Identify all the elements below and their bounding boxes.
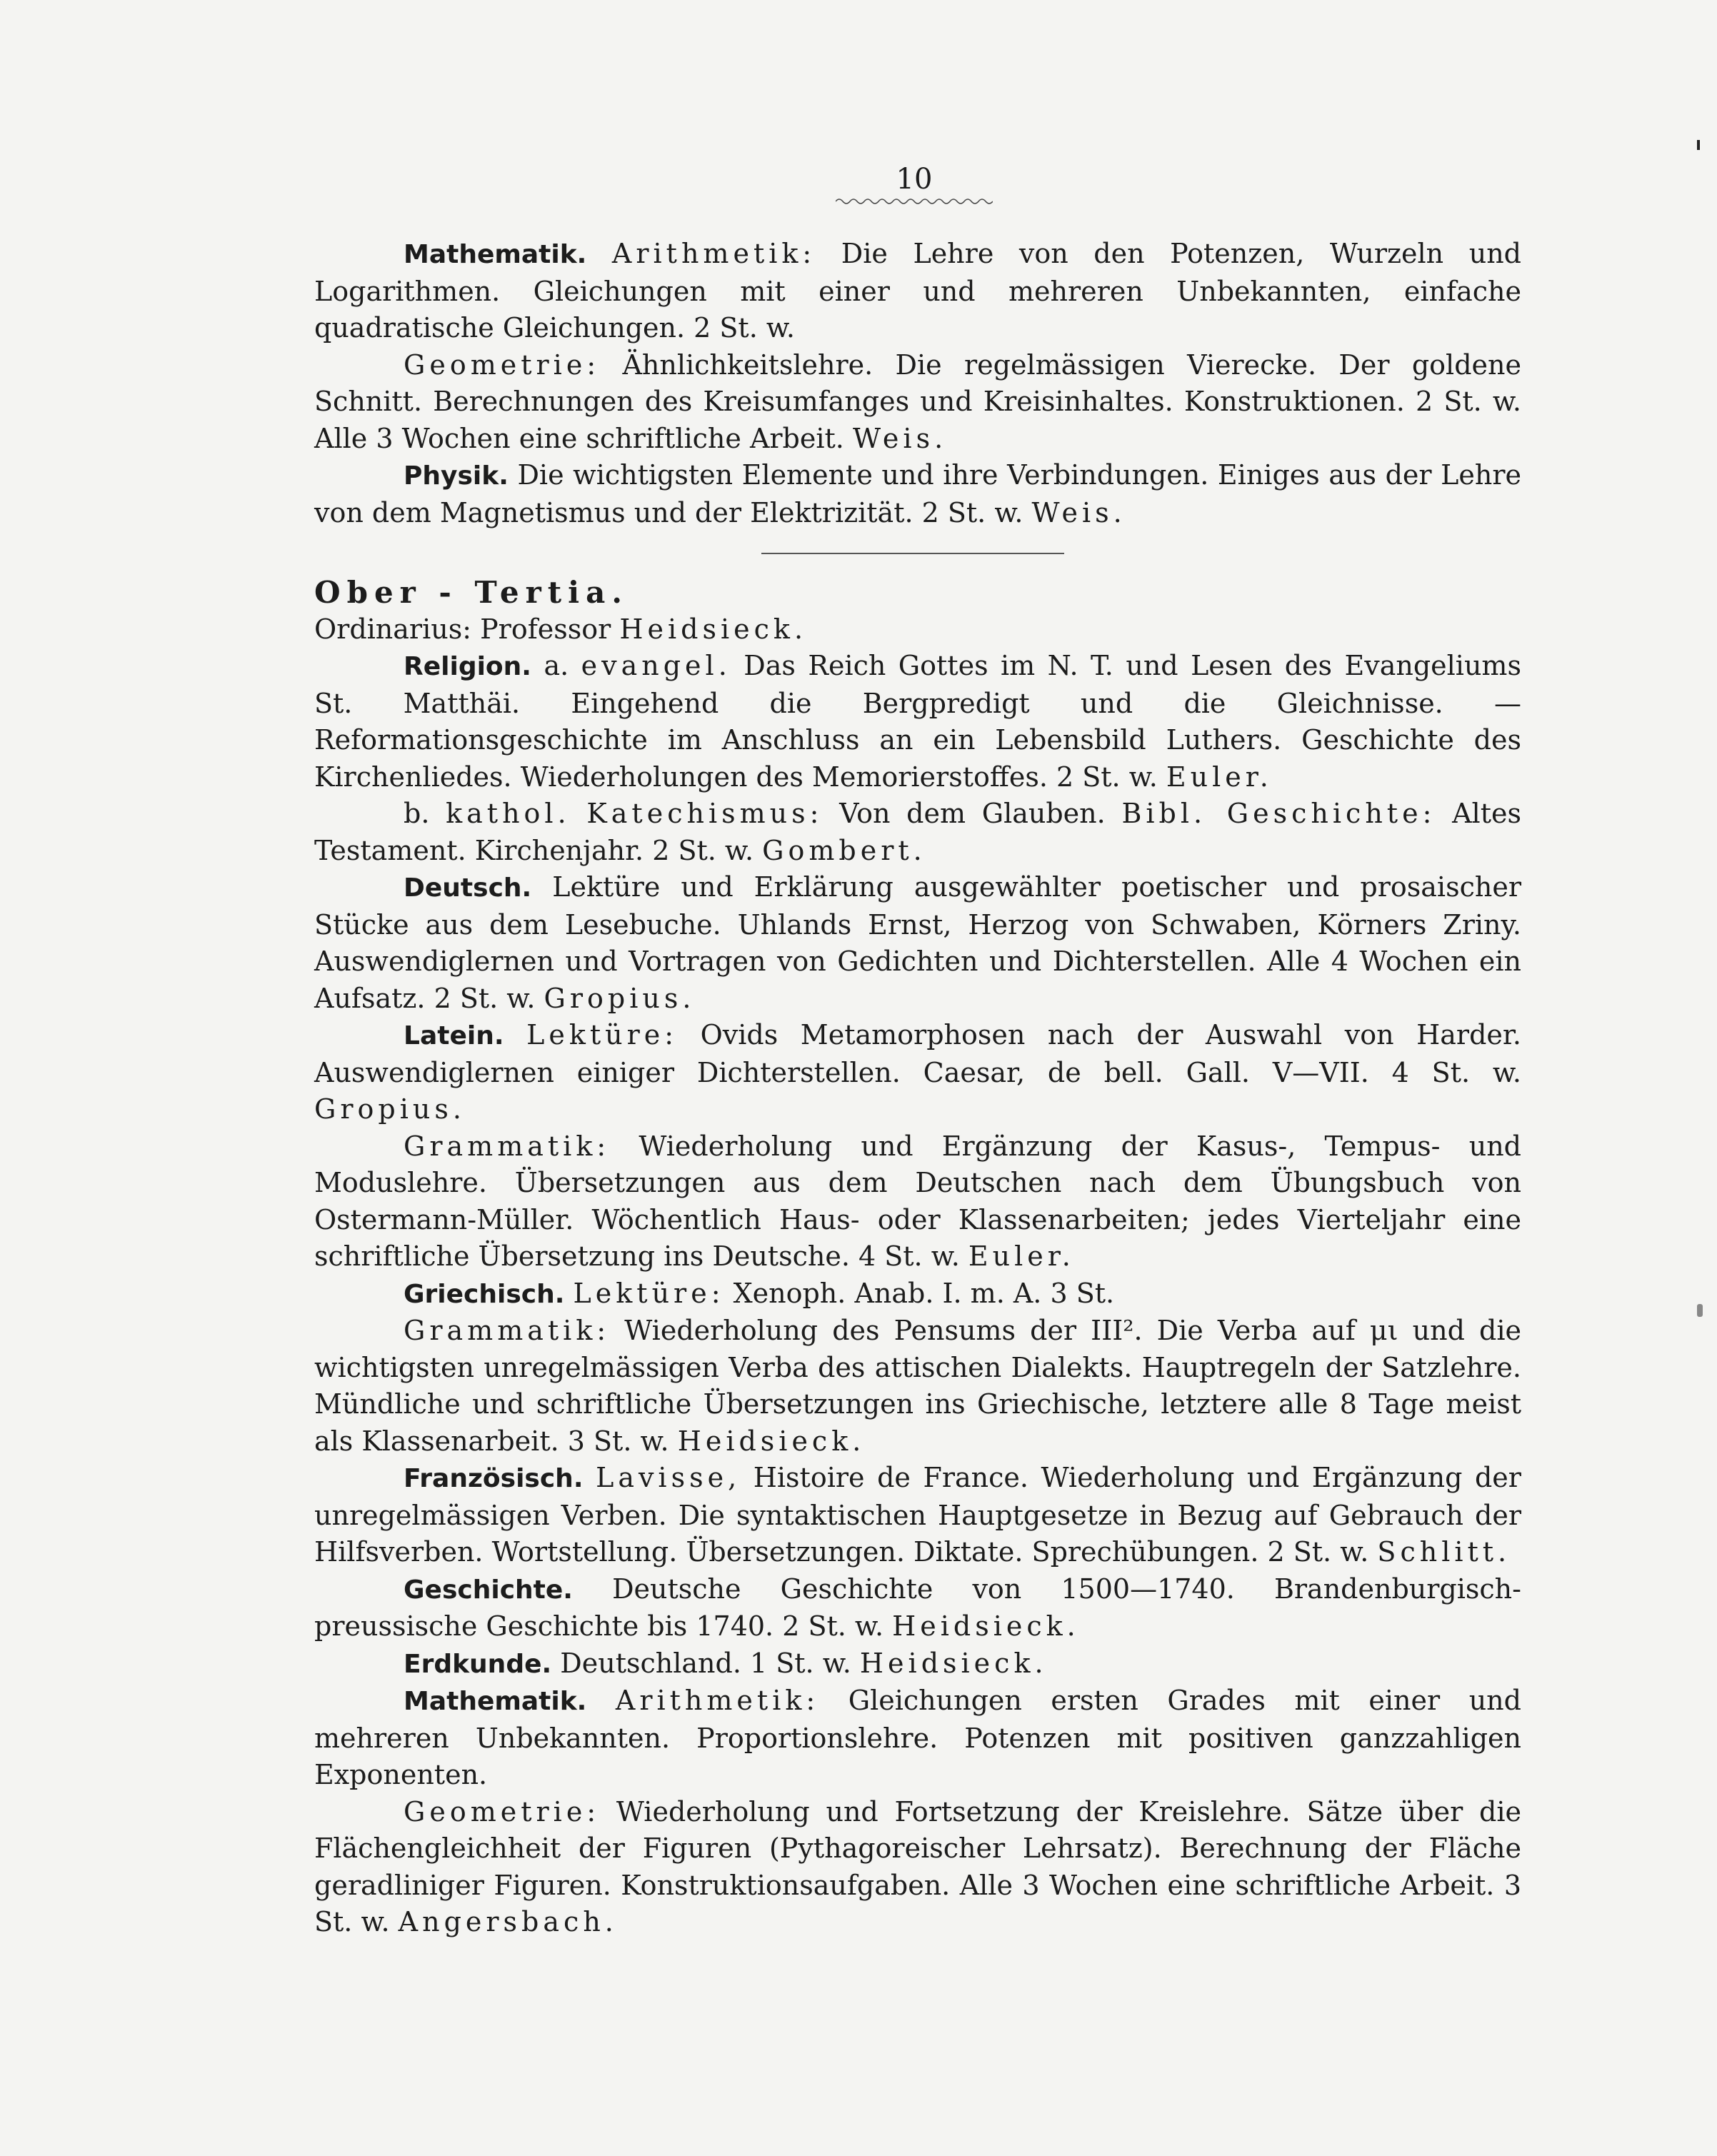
section-title: Ober - Tertia. [314,575,629,610]
teacher-name: Gropius. [314,1093,466,1125]
topic-label: Bibl. Geschichte: [1121,798,1436,829]
topic-label: evangel. [581,650,731,681]
teacher-name: Euler. [968,1240,1075,1272]
topic-label: Lektüre: [526,1019,679,1051]
paragraph-text: Wiederholung des Pensums der III². Die Verba auf μι und die wichtigsten unregelmässigen Verba des attischen Dialekts. Hauptregeln der Satzlehre. Mündliche und schriftliche Übersetzungen ins Griechische, letztere alle 8 Tage meist als Klassenarbeit. 3 St. w. [314,1315,1521,1457]
list-prefix: a. [544,650,569,681]
teacher-name: Heidsieck. [677,1425,866,1457]
teacher-name: Angersbach. [398,1906,618,1937]
section-divider [314,531,1521,574]
paragraph-physik [314,457,1521,531]
teacher-name: Gombert. [762,834,926,866]
ordinarius-label: Ordinarius: Professor [314,613,611,645]
paragraph-mathematik-arithmetik [314,236,1521,347]
subject-heading: Griechisch. [404,1279,565,1309]
paragraph-geschichte [314,1571,1521,1645]
teacher-name: Heidsieck. [892,1610,1080,1642]
paragraph-religion-evangel [314,648,1521,796]
paragraph-text: Die Lehre von den Potenzen, Wurzeln und Logarithmen. Gleichungen mit einer und mehreren Unbekannten, einfache quadratische Gleichungen. 2 St. w. [314,238,1521,344]
paragraph-mathematik-geometrie [314,347,1521,458]
subject-heading: Geschichte. [404,1575,573,1605]
scan-artifact [1697,140,1700,150]
paragraph-text: Histoire de France. Wiederholung und Ergänzung der unregelmässigen Verben. Die syntaktischen Hauptgesetze in Bezug auf Gebrauch der Hilfsverben. Wortstellung. Übersetzungen. Diktate. Sprechübungen. 2 St. w. [314,1462,1521,1568]
subject-heading: Erdkunde. [404,1649,552,1679]
paragraph-text: Deutsche Geschichte von 1500—1740. Brandenburgisch-preussische Geschichte bis 1740. 2 St. w. [314,1573,1521,1642]
paragraph-latein-lektuere [314,1017,1521,1128]
paragraph-text: Ähnlichkeitslehre. Die regelmässigen Vierecke. Der goldene Schnitt. Berechnungen des Kreisumfanges und Kreisinhaltes. Konstruktionen. 2 St. w. Alle 3 Wochen eine schriftliche Arbeit. [314,349,1521,454]
paragraph-griechisch-lektuere [314,1275,1521,1313]
topic-label: Katechismus: [586,798,824,829]
teacher-name: Gropius. [544,982,696,1014]
paragraph-franzoesisch [314,1460,1521,1571]
topic-label: Geometrie: [404,1795,601,1827]
subject-heading: Deutsch. [404,873,532,903]
page-number-ornament [836,197,993,206]
page-number: 10 [896,163,933,196]
topic-label: kathol. [446,798,571,829]
subject-heading: Französisch. [404,1464,584,1493]
paragraph-text: Das Reich Gottes im N. T. und Lesen des Evangeliums St. Matthäi. Eingehend die Bergpredigt und die Gleichnisse. — Reformationsgeschichte im Anschluss an ein Lebensbild Luthers. Geschichte des Kirchenliedes. Wiederholungen des Memorierstoffes. 2 St. w. [314,650,1521,793]
topic-label: Grammatik: [404,1315,611,1346]
ordinarius-name: Heidsieck. [619,613,808,645]
topic-label: Arithmetik: [615,1685,820,1716]
paragraph-text: Xenoph. Anab. I. m. A. 3 St. [733,1277,1115,1309]
paragraph-latein-grammatik [314,1128,1521,1275]
teacher-name: Euler. [1166,761,1273,793]
teacher-name: Weis. [852,422,948,454]
paragraph-text: Die wichtigsten Elemente und ihre Verbindungen. Einiges aus der Lehre von dem Magnetismus und der Elektrizität. 2 St. w. [314,459,1521,528]
subject-heading: Latein. [404,1021,504,1051]
subject-heading: Religion. [404,652,531,681]
paragraph-mathematik2-arithmetik [314,1683,1521,1794]
paragraph-text: Ovids Metamorphosen nach der Auswahl von Harder. Auswendiglernen einiger Dichterstellen. Caesar, de bell. Gall. V—VII. 4 St. w. [314,1019,1521,1088]
paragraph-text: Von dem Glauben. [839,798,1106,829]
paragraph-deutsch [314,869,1521,1017]
subject-heading: Mathematik. [404,1687,587,1716]
topic-label: Geometrie: [404,349,601,381]
paragraph-text: Altes Testament. Kirchenjahr. 2 St. w. [314,798,1521,866]
paragraph-text: Wiederholung und Ergänzung der Kasus-, Tempus- und Moduslehre. Übersetzungen aus dem Deutschen nach dem Übungsbuch von Ostermann-Müller. Wöchentlich Haus- oder Klassenarbeiten; jedes Vierteljahr eine schriftliche Übersetzung ins Deutsche. 4 St. w. [314,1130,1521,1272]
topic-label: Arithmetik: [611,238,816,269]
topic-label: Grammatik: [404,1130,611,1162]
subject-heading: Mathematik. [404,240,587,269]
paragraph-text: Gleichungen ersten Grades mit einer und mehreren Unbekannten. Proportionslehre. Potenzen mit positiven ganzzahligen Exponenten. [314,1685,1521,1790]
list-prefix: b. [404,798,430,829]
paragraph-mathematik2-geometrie [314,1794,1521,1941]
teacher-name: Schlitt. [1377,1536,1511,1568]
author-name: Lavisse, [596,1462,741,1493]
topic-label: Lektüre: [573,1277,725,1309]
paragraph-text: Lektüre und Erklärung ausgewählter poetischer und prosaischer Stücke aus dem Lesebuche. Uhlands Ernst, Herzog von Schwaben, Körners Zriny. Auswendiglernen und Vortragen von Gedichten und Dichterstellen. Alle 4 Wochen ein Aufsatz. 2 St. w. [314,871,1521,1014]
paragraph-religion-kathol [314,796,1521,869]
subject-heading: Physik. [404,461,509,491]
page-content [314,236,1521,1941]
teacher-name: Heidsieck. [859,1647,1048,1679]
paragraph-erdkunde [314,1645,1521,1683]
paragraph-griechisch-grammatik [314,1313,1521,1460]
scan-artifact [1697,1304,1703,1317]
paragraph-text: Wiederholung und Fortsetzung der Kreislehre. Sätze über die Flächengleichheit der Figuren (Pythagoreischer Lehrsatz). Berechnung der Fläche geradliniger Figuren. Konstruktionsaufgaben. Alle 3 Wochen eine schriftliche Arbeit. 3 St. w. [314,1795,1521,1937]
teacher-name: Weis. [1031,496,1126,528]
paragraph-text: Deutschland. 1 St. w. [560,1647,851,1679]
ordinarius-line [314,611,1521,648]
